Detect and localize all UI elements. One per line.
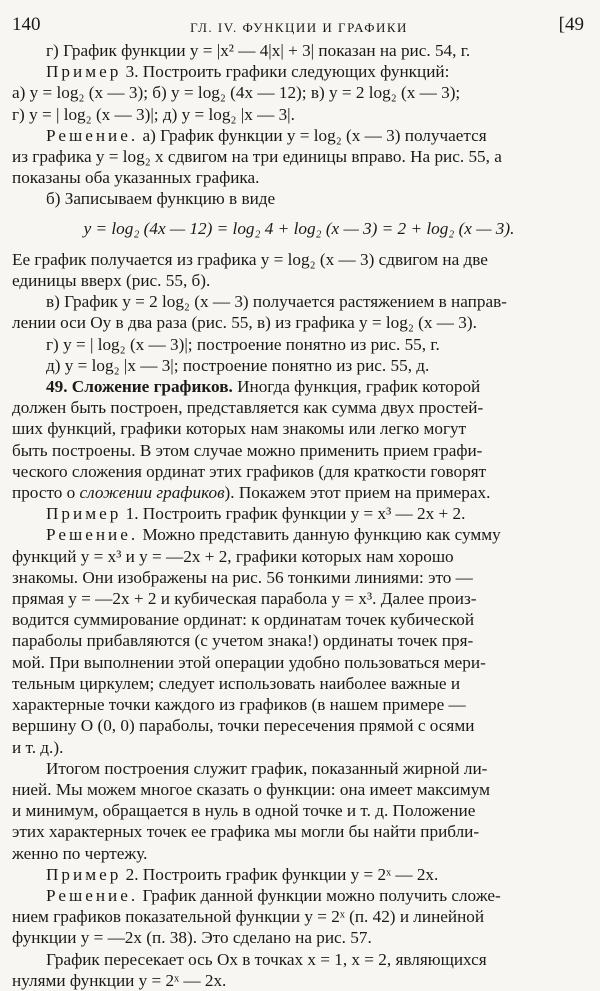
text-line: вершину O (0, 0) параболы, точки пересечения прямой с осями [12, 716, 475, 736]
solution-line [12, 125, 586, 146]
text-line: должен быть построен, представляется как сумма двух простей- [12, 398, 484, 418]
display-formula: y = log₂ (4x — 12) = log₂ 4 + log₂ (x — 3) = 2 + log₂ (x — 3). [83, 218, 515, 238]
solution-label: Решение. [46, 885, 139, 905]
text-line: ших функций, графики которых нам знакомы или легко могут [12, 419, 467, 439]
solution-text: Можно представить данную функцию как сумму [138, 525, 501, 545]
text-line: параболы прибавляются (с учетом знака!) ординаты точек пря- [12, 631, 474, 651]
text-line: нием графиков показательной функции y = 2ˣ (п. 42) и линейной [12, 907, 485, 927]
solution-label: Решение. [46, 525, 139, 545]
text-line: График пересекает ось Ox в точках x = 1, x = 2, являющихся [46, 949, 487, 969]
page-header [12, 10, 586, 40]
example-3-heading [12, 61, 586, 82]
subitems-line: г) y = | log₂ (x — 3)|; д) y = log₂ |x — 3|. [12, 104, 295, 124]
text-line: ческого сложения ординат этих графиков (для краткости говорят [12, 461, 487, 481]
text-line: б) Записываем функцию в виде [46, 189, 276, 209]
text-line: показаны оба указанных графика. [12, 168, 260, 188]
text-line: Ее график получается из графика y = log₂ (x — 3) сдвигом на две [12, 249, 488, 269]
text-line: женно по чертежу. [12, 843, 148, 863]
text-line: функции y = —2x (п. 38). Это сделано на рис. 57. [12, 928, 372, 948]
text-line: д) y = log₂ |x — 3|; построение понятно из рис. 55, д. [46, 355, 430, 375]
text-line: Итогом построения служит график, показанный жирной ли- [46, 758, 488, 778]
text-line: единицы вверх (рис. 55, б). [12, 271, 211, 291]
text-line: функций y = x³ и y = —2x + 2, графики которых нам хорошо [12, 546, 454, 566]
text-line: г) График функции y = |x² — 4|x| + 3| показан на рис. 54, г. [46, 41, 471, 60]
example-1-heading [12, 503, 586, 524]
text-line: из графика y = log₂ x сдвигом на три единицы вправо. На рис. 55, а [12, 147, 502, 167]
text-line: характерные точки каждого из графиков (в нашем примере — [12, 695, 466, 715]
text-line: и т. д.). [12, 737, 64, 757]
subitems-line: а) y = log₂ (x — 3); б) y = log₂ (4x — 12); в) y = 2 log₂ (x — 3); [12, 83, 461, 103]
text-line: быть построены. В этом случае можно применить прием графи- [12, 440, 483, 460]
text-run: ). Покажем этот прием на примерах. [224, 483, 491, 503]
solution-line [12, 524, 586, 545]
section-title: 49. Сложение графиков. [46, 377, 233, 397]
text-line: нией. Мы можем многое сказать о функции: она имеет максимум [12, 779, 490, 799]
emphasis-text: сложении графиков [79, 483, 225, 503]
example-text: 2. Построить график функции y = 2ˣ — 2x. [121, 864, 439, 884]
solution-line [12, 885, 586, 906]
example-label: Пример [46, 864, 122, 884]
text-line: этих характерных точек ее графика мы могли бы найти прибли- [12, 822, 480, 842]
text-line: мой. При выполнении этой операции удобно пользоваться мери- [12, 652, 486, 672]
text-line [12, 482, 586, 503]
solution-text: а) График функции y = log₂ (x — 3) получается [138, 125, 487, 145]
page-number-right: [49 [558, 14, 584, 35]
example-text: 3. Построить графики следующих функций: [121, 62, 450, 82]
example-text: 1. Построить график функции y = x³ — 2x + 2. [121, 504, 466, 524]
running-title: ГЛ. IV. ФУНКЦИИ И ГРАФИКИ [190, 20, 408, 35]
example-2-heading [12, 864, 586, 885]
text-line: водится суммирование ординат: к ординатам точек кубической [12, 610, 475, 630]
text-line: знакомы. Они изображены на рис. 56 тонкими линиями: это — [12, 567, 473, 587]
text-line: тельным циркулем; следует использовать наиболее важные и [12, 673, 461, 693]
example-label: Пример [46, 504, 122, 524]
section-49-heading [12, 376, 586, 397]
text-line: нулями функции y = 2ˣ — 2x. [12, 970, 227, 990]
solution-label: Решение. [46, 125, 139, 145]
text-line: г) y = | log₂ (x — 3)|; построение понятно из рис. 55, г. [46, 334, 440, 354]
example-label: Пример [46, 62, 122, 82]
text-run: просто о [12, 483, 80, 503]
text-line: прямая y = —2x + 2 и кубическая парабола y = x³. Далее произ- [12, 589, 477, 609]
text-line: в) График y = 2 log₂ (x — 3) получается растяжением в направ- [46, 292, 507, 312]
text-line: и минимум, обращается в нуль в одной точке и т. д. Положение [12, 801, 476, 821]
solution-text: График данной функции можно получить сложе- [138, 885, 501, 905]
page-number-left: 140 [12, 14, 41, 35]
section-text: Иногда функция, график которой [232, 377, 481, 397]
text-line: лении оси Oy в два раза (рис. 55, в) из графика y = log₂ (x — 3). [12, 313, 477, 333]
